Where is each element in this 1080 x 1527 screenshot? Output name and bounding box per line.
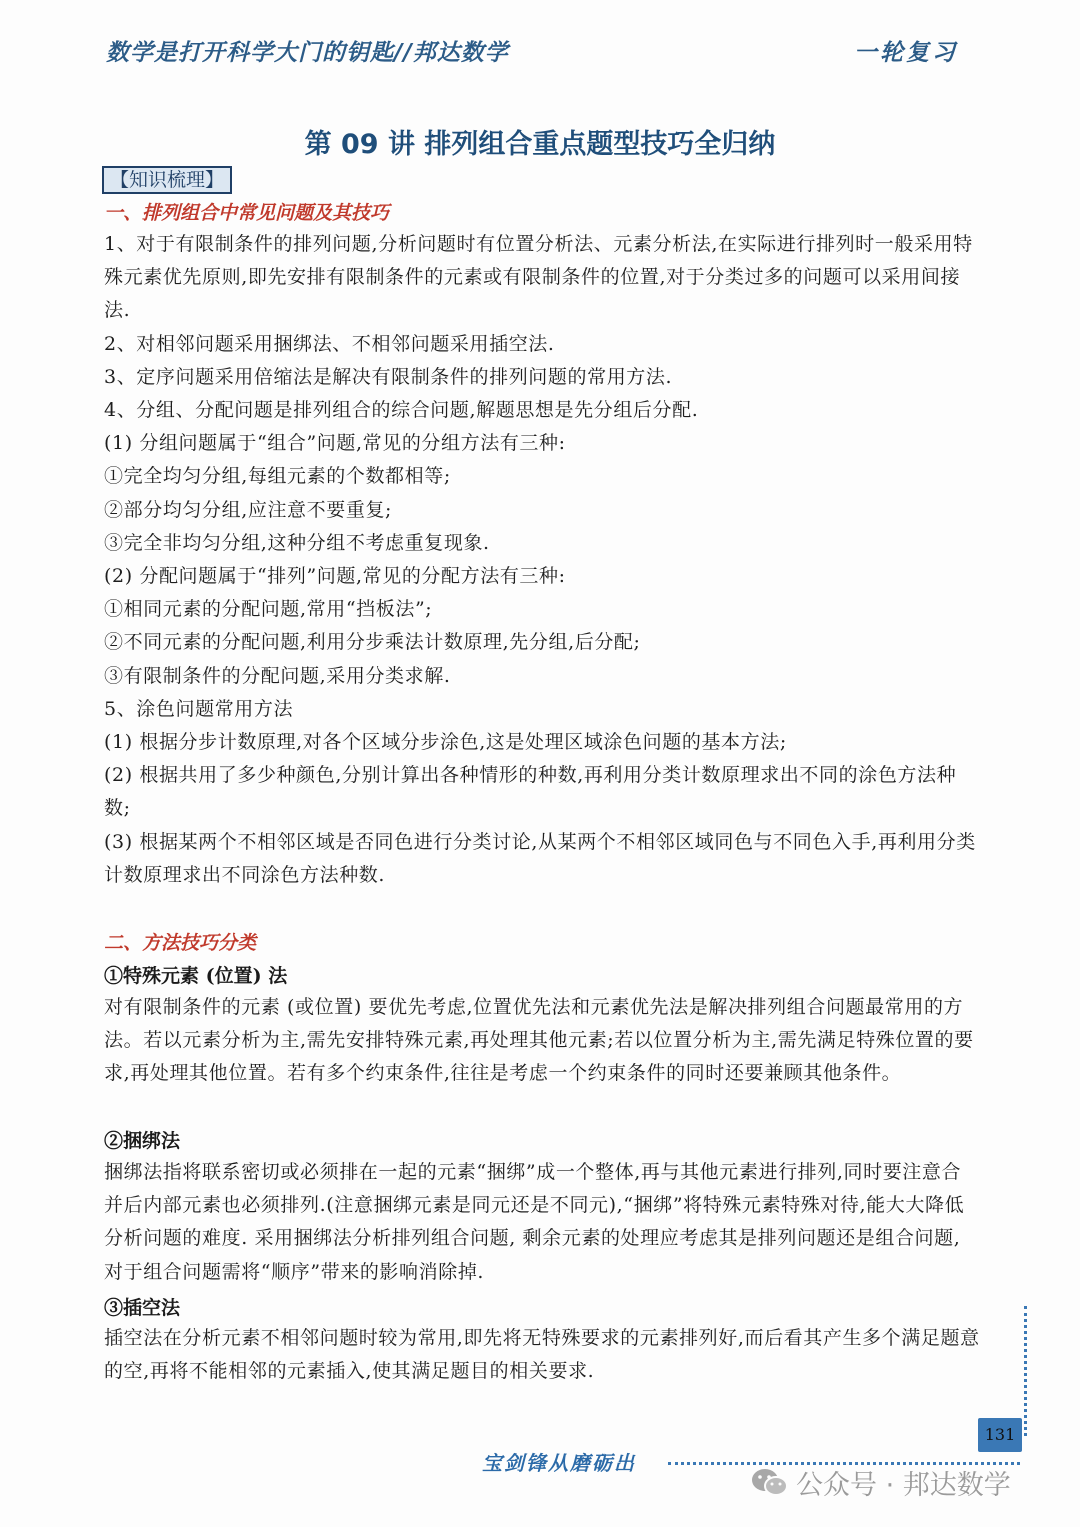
section1-content: [104, 228, 980, 892]
page-number: 131: [978, 1418, 1022, 1452]
paragraph: (1) 分组问题属于“组合”问题,常见的分组方法有三种:: [104, 432, 566, 455]
paragraph: 2、对相邻问题采用捆绑法、不相邻问题采用插空法.: [104, 332, 555, 355]
paragraph: ③完全非均匀分组,这种分组不考虑重复现象.: [104, 531, 490, 554]
footer-slogan: 宝剑锋从磨砺出: [482, 1451, 636, 1475]
paragraph: 1、对于有限制条件的排列问题,分析问题时有位置分析法、元素分析法,在实际进行排列时一般采用特殊元素优先原则,即先安排有限制条件的元素或有限制条件的位置,对于分类过多的问题可以采用间接法.: [104, 233, 973, 322]
method2-heading: ②捆绑法: [104, 1130, 181, 1152]
paragraph: 4、分组、分配问题是排列组合的综合问题,解题思想是先分组后分配.: [104, 399, 699, 422]
method3-text: 插空法在分析元素不相邻问题时较为常用,即先将无特殊要求的元素排列好,而后看其产生多个满足题意的空,再将不能相邻的元素插入,使其满足题目的相关要求.: [104, 1327, 980, 1383]
section-tag: 【知识梳理】: [102, 166, 232, 194]
paragraph: (2) 根据共用了多少种颜色,分别计算出各种情形的种数,再利用分类计数原理求出不同的涂色方法种数;: [104, 764, 957, 820]
page-title: 第 09 讲 排列组合重点题型技巧全归纳: [304, 129, 776, 160]
method2-text: 捆绑法指将联系密切或必须排在一起的元素“捆绑”成一个整体,再与其他元素进行排列,同时要注意合并后内部元素也必须排列.(注意捆绑元素是同元还是不同元),“捆绑”将特殊元素特殊对待,能大大降低分析问题的难度. 采用捆绑法分析排列组合问题, 剩余元素的处理应考虑其是排列问题还是组合问题, 对于组合问题需将“顺序”带来的影响消除掉.: [104, 1161, 965, 1283]
paragraph: (3) 根据某两个不相邻区域是否同色进行分类讨论,从某两个不相邻区域同色与不同色入手,再利用分类计数原理求出不同涂色方法种数.: [104, 830, 976, 886]
paragraph: 5、涂色问题常用方法: [104, 697, 294, 720]
paragraph: 3、定序问题采用倍缩法是解决有限制条件的排列问题的常用方法.: [104, 365, 673, 388]
paragraph: ②不同元素的分配问题,利用分步乘法计数原理,先分组,后分配;: [104, 631, 641, 654]
wechat-icon: [750, 1466, 790, 1500]
paragraph: ②部分均匀分组,应注意不要重复;: [104, 498, 393, 521]
section1-heading: 一、排列组合中常见问题及其技巧: [104, 202, 390, 224]
section2-heading: 二、方法技巧分类: [104, 932, 257, 954]
header-left: 数学是打开科学大门的钥匙//邦达数学: [106, 40, 509, 66]
watermark-text: 公众号 · 邦达数学: [796, 1470, 1011, 1501]
method3-heading: ③插空法: [104, 1297, 181, 1319]
method1-text: 对有限制条件的元素 (或位置) 要优先考虑,位置优先法和元素优先法是解决排列组合问题最常用的方法。若以元素分析为主,需先安排特殊元素,再处理其他元素;若以位置分析为主,需先满足特殊位置的要求,再处理其他位置。若有多个约束条件,往往是考虑一个约束条件的同时还要兼顾其他条件。: [104, 996, 974, 1085]
paragraph: (1) 根据分步计数原理,对各个区域分步涂色,这是处理区域涂色问题的基本方法;: [104, 731, 787, 754]
decorative-dotted-line-vertical: [1024, 1306, 1027, 1436]
paragraph: (2) 分配问题属于“排列”问题,常见的分配方法有三种:: [104, 565, 566, 588]
paragraph: ①完全均匀分组,每组元素的个数都相等;: [104, 465, 451, 488]
paragraph: ①相同元素的分配问题,常用“挡板法”;: [104, 598, 433, 621]
watermark: [750, 1463, 1011, 1502]
paragraph: ③有限制条件的分配问题,采用分类求解.: [104, 664, 451, 687]
header-right: 一轮复习: [854, 40, 958, 66]
method1-heading: ①特殊元素 (位置) 法: [104, 965, 288, 987]
